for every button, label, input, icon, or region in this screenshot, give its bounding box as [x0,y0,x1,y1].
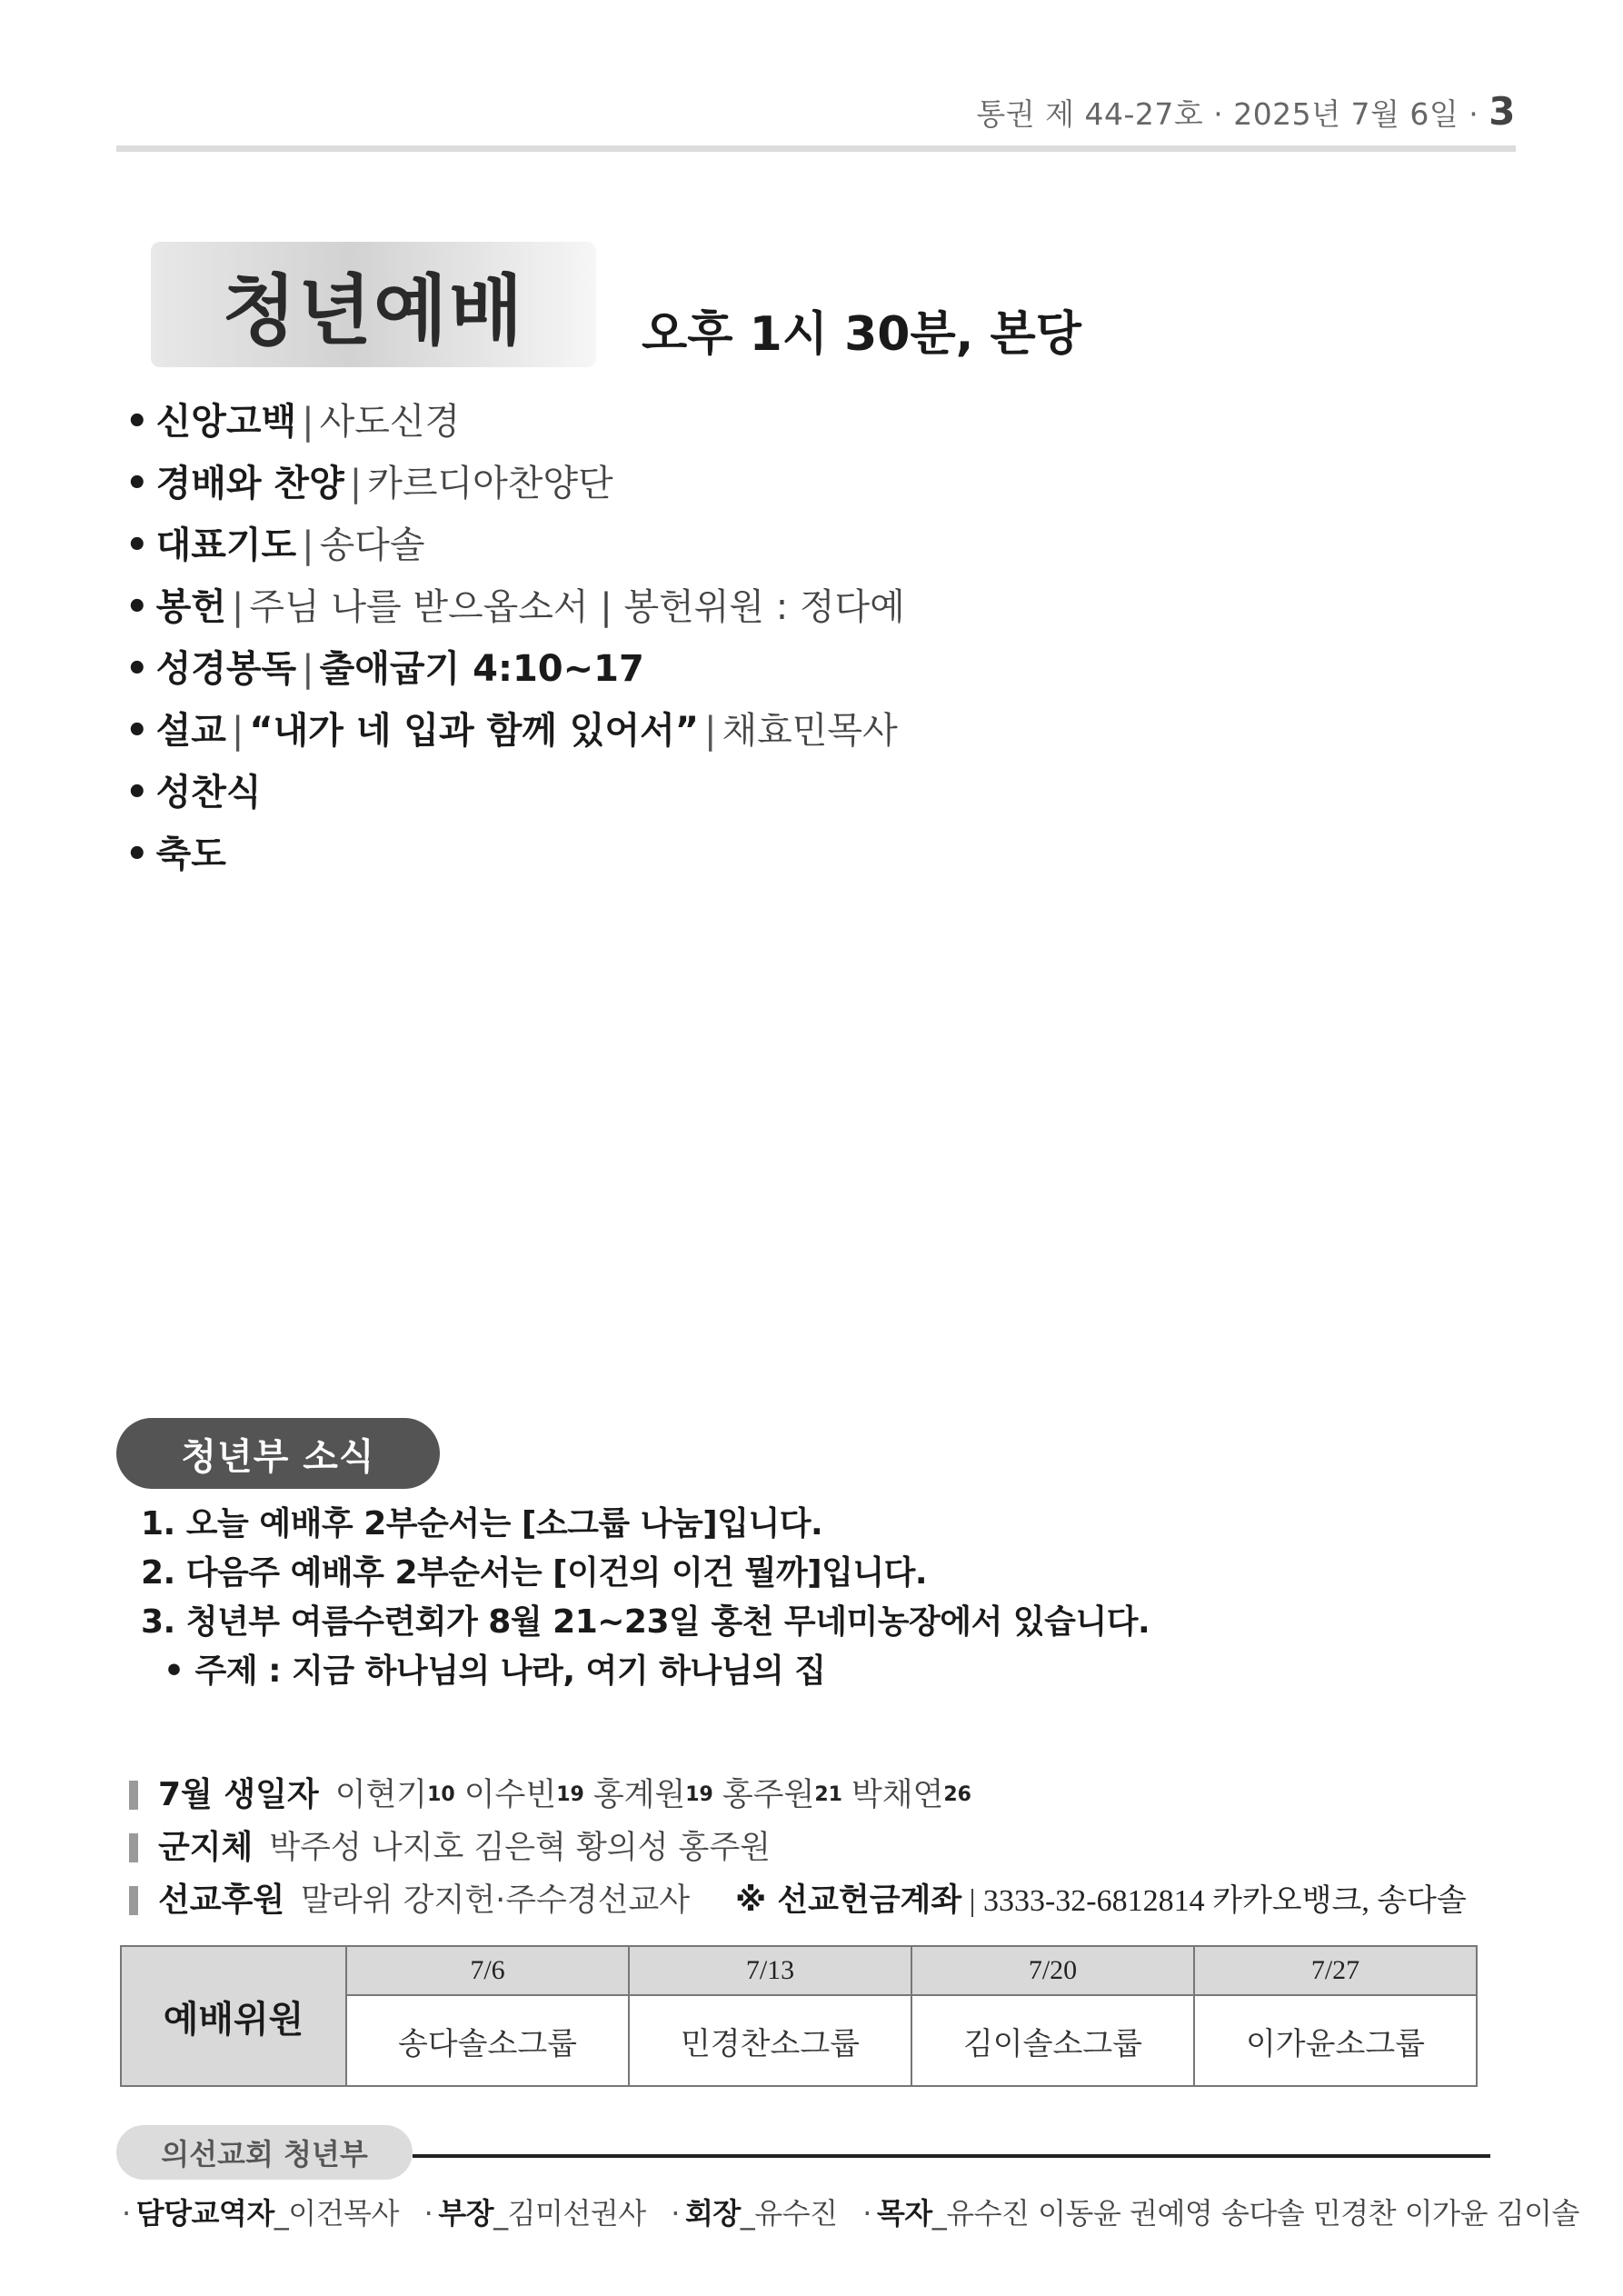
dot-separator: · [862,2196,871,2231]
birthday-day: 21 [814,1783,842,1806]
header-divider [116,145,1516,152]
birthday-name: 홍계원 [592,1777,686,1813]
birthday-row [129,1769,1467,1822]
order-item [125,460,905,522]
staff-names: _이건목사 [274,2196,399,2231]
order-of-service [125,398,905,893]
date-cell: 7/13 [629,1946,911,1995]
birthday-day: 19 [556,1783,584,1806]
issue-text: 통권 제 44-27호 · 2025년 7월 6일 · [976,96,1489,132]
order-item-title: 성찬식 [155,772,262,814]
account-label: ※ 선교헌금계좌 [735,1882,962,1919]
order-item-title: 경배와 찬양 [155,463,344,504]
birthday-label: 7월 생일자 [158,1776,319,1813]
staff-role: 회장 [684,2196,741,2231]
news-list [141,1500,1150,1696]
birthday-name: 이수빈 [463,1777,557,1813]
group-cell: 이가윤소그룹 [1194,1995,1477,2086]
info-rows [129,1769,1467,1927]
military-row [129,1822,1467,1874]
committee-label: 예배위원 [121,1946,346,2086]
bullet: • [125,401,149,443]
group-cell: 민경찬소그룹 [629,1995,911,2086]
order-item-title: 봉헌 [155,586,226,628]
date-cell: 7/27 [1194,1946,1477,1995]
mission-row [129,1874,1467,1927]
issue-info [976,89,1516,134]
staff-role: 목자 [876,2196,932,2231]
preacher: 채효민목사 [722,710,898,752]
order-item [125,769,905,831]
table-row [121,1946,1477,1995]
birthday-name: 박채연 [851,1777,944,1813]
footer-divider [413,2154,1490,2158]
mission-account-note [735,1874,1467,1928]
account-value: | 3333-32-6812814 카카오뱅크, 송다솔 [961,1883,1467,1918]
order-item [125,707,905,769]
order-item [125,584,905,645]
worship-committee-table [120,1945,1478,2087]
order-item [125,645,905,707]
birthday-day: 10 [427,1783,455,1806]
bullet: • [125,834,149,875]
staff-role: 담당교역자 [135,2196,274,2231]
order-item-title: 신앙고백 [155,401,297,443]
date-cell: 7/6 [346,1946,629,1995]
news-item: 2. 다음주 예배후 2부순서는 [이건의 이건 뭘까]입니다. [141,1554,928,1592]
dot-separator: · [423,2196,433,2231]
birthday-name: 이현기 [334,1777,428,1813]
group-cell: 김이솔소그룹 [911,1995,1194,2086]
mission-value: 말라위 강지헌·주수경선교사 [301,1882,691,1919]
order-item [125,522,905,584]
group-cell: 송다솔소그룹 [346,1995,629,2086]
separator: | [231,710,244,752]
page-number: 3 [1489,89,1516,134]
order-item-detail: 카르디아찬양단 [367,463,613,504]
birthday-name: 홍주원 [722,1777,815,1813]
footer-staff [122,2191,1579,2232]
order-item-title: 성경봉독 [155,648,297,690]
news-item: 1. 오늘 예배후 2부순서는 [소그룹 나눔]입니다. [141,1505,823,1542]
order-item-title: 설교 [155,710,226,752]
service-title: 청년예배 [222,265,525,355]
separator: | [302,401,314,443]
order-item-title: 대표기도 [155,524,297,566]
military-label: 군지체 [158,1829,254,1866]
separator: | [302,524,314,566]
staff-names: _김미선권사 [493,2196,646,2231]
bullet: • [125,524,149,566]
separator: | [302,648,314,690]
order-item-title: 축도 [155,834,226,875]
row-marker [129,1781,138,1810]
service-time-place: 오후 1시 30분, 본당 [642,307,1082,362]
bullet: • [125,710,149,752]
mission-label: 선교후원 [158,1882,285,1919]
row-marker [129,1886,138,1915]
order-item-detail: 사도신경 [319,401,461,443]
service-title-box [151,242,596,367]
date-cell: 7/20 [911,1946,1194,1995]
order-item-detail: 송다솔 [319,524,425,566]
dot-separator: · [122,2196,131,2231]
staff-names: _유수진 이동윤 권예영 송다솔 민경찬 이가윤 김이솔 [931,2196,1579,2231]
staff-names: _유수진 [740,2196,838,2231]
news-subitem: • 주제 : 지금 하나님의 나라, 여기 하나님의 집 [164,1652,826,1690]
separator: | [704,710,717,752]
bullet: • [125,463,149,504]
scripture-reference: 출애굽기 4:10~17 [319,648,644,690]
bullet: • [125,648,149,690]
separator: | [349,463,363,504]
staff-role: 부장 [438,2196,494,2231]
bullet: • [125,772,149,814]
news-section-title: 청년부 소식 [116,1418,440,1489]
order-item [125,398,905,460]
news-item: 3. 청년부 여름수련회가 8월 21~23일 홍천 무네미농장에서 있습니다. [141,1603,1150,1641]
row-marker [129,1833,138,1862]
order-item-detail: 주님 나를 받으옵소서 | 봉헌위원 : 정다예 [249,586,905,628]
sermon-title: “내가 네 입과 함께 있어서” [249,710,700,752]
separator: | [231,586,244,628]
birthday-day: 19 [685,1783,713,1806]
dot-separator: · [671,2196,680,2231]
military-names: 박주성 나지호 김은혁 황의성 홍주원 [269,1830,771,1866]
bullet: • [125,586,149,628]
footer-org-name: 의선교회 청년부 [116,2125,413,2180]
birthday-day: 26 [943,1783,971,1806]
order-item [125,831,905,893]
